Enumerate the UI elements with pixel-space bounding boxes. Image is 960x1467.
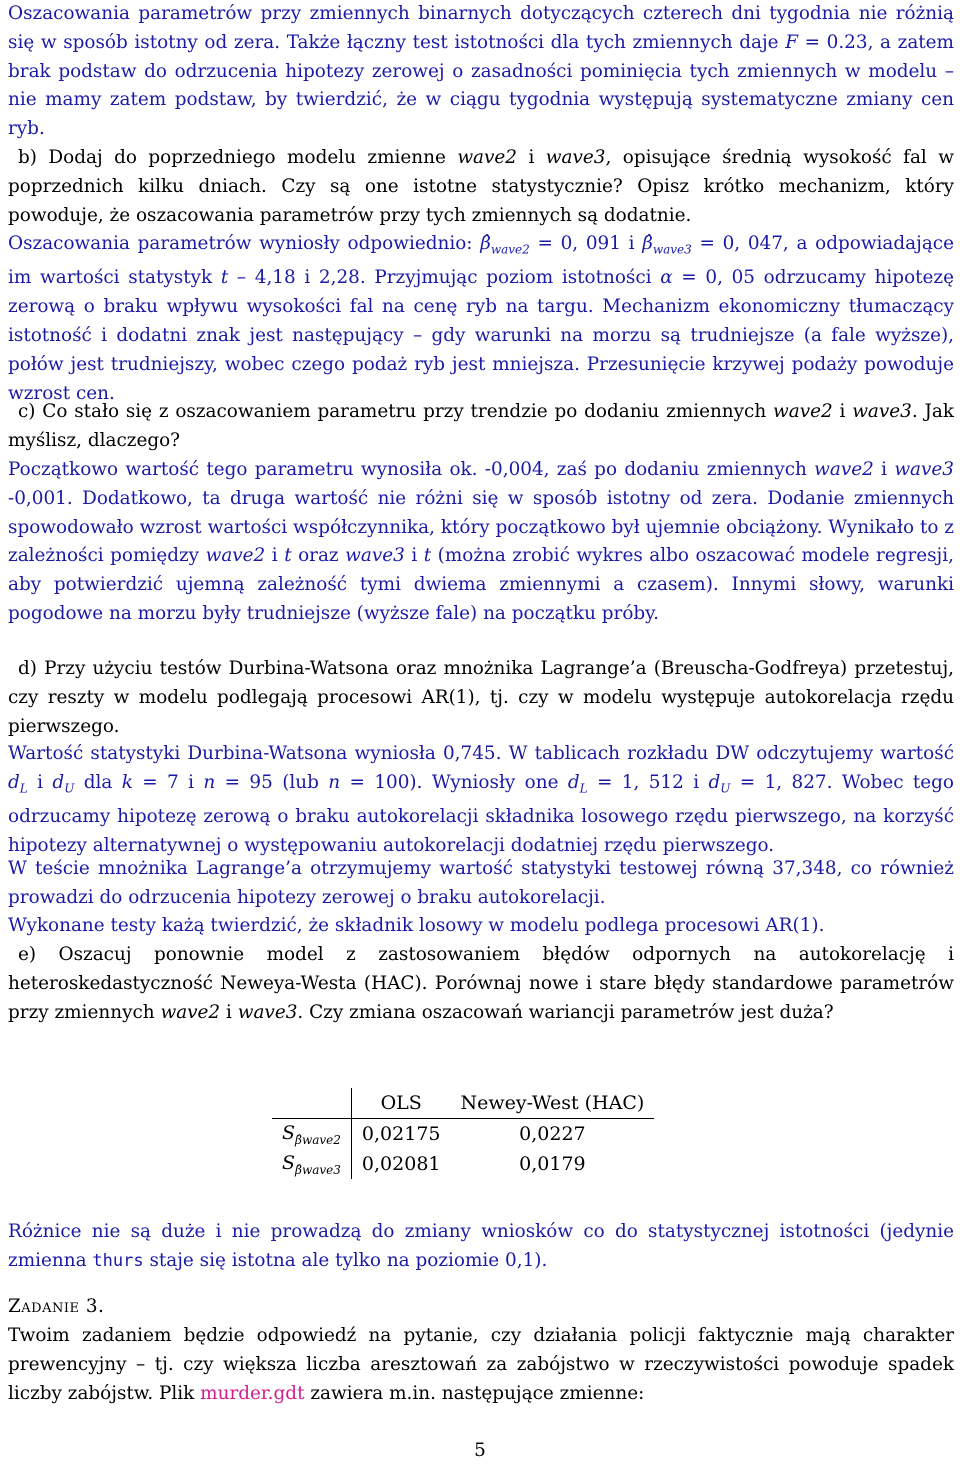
answer-e-paragraph: Różnice nie są duże i nie prowadzą do zmiany wniosków co do statystycznej istotności (jedynie zmienna thurs staje się istotna ale tylko na poziomie 0,1). bbox=[8, 1221, 954, 1271]
page-number: 5 bbox=[474, 1440, 486, 1461]
question-d: d) Przy użyciu testów Durbina-Watsona oraz mnożnika Lagrange’a (Breuscha-Godfreya) przetestuj, czy reszty w modelu podlegają procesowi AR(1), tj. czy w modelu występuje autokorelacja rzędu pierwszego. bbox=[8, 658, 954, 737]
cell-hac-wave2: 0,0227 bbox=[519, 1123, 586, 1145]
row-label-wave3: $S_{\betâwave3}$ bbox=[272, 1149, 351, 1179]
file-link-murder[interactable]: murder.gdt bbox=[200, 1382, 305, 1404]
column-header-ols: OLS bbox=[351, 1088, 450, 1119]
standard-errors-table bbox=[272, 1088, 654, 1179]
answer-d-paragraph-2: W teście mnożnika Lagrange’a otrzymujemy wartość statystyki testowej równą 37,348, co również prowadzi do odrzucenia hipotezy zerowej o braku autokorelacji. bbox=[8, 858, 954, 908]
cell-ols-wave2: 0,02175 bbox=[361, 1123, 441, 1145]
question-e: e) Oszacuj ponownie model z zastosowaniem błędów odpornych na autokorelację i heteroskedastyczność Neweya-Westa (HAC). Porównaj nowe i stare błędy standardowe parametrów przy zmiennych wave2 i wave3. Czy zmiana oszacowań wariancji parametrów jest duża? bbox=[8, 944, 954, 1023]
table-header-row bbox=[272, 1088, 654, 1119]
answer-d-paragraph-1: Wartość statystyki Durbina-Watsona wyniosła 0,745. W tablicach rozkładu DW odczytujemy wartość $d_L$ i $d_U$ dla k = 7 i n = 95 (lub n = 100). Wyniosły one $d_L = 1$, 512 i $d_U = 1$, 827. Wobec tego odrzucamy hipotezę zerową o braku autokorelacji składnika losowego rzędu pierwszego, na korzyść hipotezy alternatywnej o występowaniu autokorelacji dodatniej rzędu pierwszego. bbox=[8, 743, 955, 857]
answer-c-paragraph: Początkowo wartość tego parametru wynosiła ok. -0,004, zaś po dodaniu zmiennych wave2 i wave3 -0,001. Dodatkowo, ta druga wartość nie różni się w sposób istotny od zera. Dodanie zmiennych spowodowało wzrost wartości współczynnika, który początkowo był ujemnie obciążony. Wynikało to z zależności pomiędzy wave2 i t oraz wave3 i t (można zrobić wykres albo oszacować modele regresji, aby potwierdzić ujemną zależność tymi dwiema zmiennymi a czasem). Innymi słowy, warunki pogodowe na morzu były trudniejsze (wyższe fale) na początku próby. bbox=[8, 459, 954, 624]
question-b: b) Dodaj do poprzedniego modelu zmienne wave2 i wave3, opisujące średnią wysokość fal w poprzednich kilku dniach. Czy są one istotne statystycznie? Opisz krótko mechanizm, który powoduje, że oszacowania parametrów przy tych zmiennych są dodatnie. bbox=[8, 147, 954, 226]
exercise-3-text: Twoim zadaniem będzie odpowiedź na pytanie, czy działania policji faktycznie mają charakter prewencyjny – tj. czy większa liczba aresztowań za zabójstwo w rzeczywistości powoduje spadek liczby zabójstw. Plik murder.gdt zawiera m.in. następujące zmienne: bbox=[8, 1325, 954, 1404]
table-row bbox=[272, 1119, 654, 1150]
answer-a-paragraph: Oszacowania parametrów przy zmiennych binarnych dotyczących czterech dni tygodnia nie różnią się w sposób istotny od zera. Także łączny test istotności dla tych zmiennych daje F = 0.23, a zatem brak podstaw do odrzucenia hipotezy zerowej o zasadności pominięcia tych zmiennych w modelu – nie mamy zatem podstaw, by twierdzić, że w ciągu tygodnia występują systematyczne zmiany cen ryb. bbox=[8, 3, 954, 140]
row-label-wave2: $S_{\betâwave2}$ bbox=[272, 1119, 351, 1150]
answer-b-paragraph: Oszacowania parametrów wyniosły odpowiednio: $\betâ_{wave2} = 0$, 091 i $\betâ_{wave3} = 0$, 047, a odpowiadające im wartości statystyk t – 4,18 i 2,28. Przyjmując poziom istotności α = 0, 05 odrzucamy hipotezę zerową o braku wpływu wysokości fal na cenę ryb na targu. Mechanizm ekonomiczny tłumaczący istotność i dodatni znak jest następujący – gdy warunki na morzu są trudniejsze (a fale wyższe), połów jest trudniejszy, wobec czego podaż ryb jest mniejsza. Przesunięcie krzywej podaży powoduje wzrost cen. bbox=[8, 233, 955, 404]
exercise-heading: Zadanie 3. bbox=[8, 1296, 105, 1317]
table-row bbox=[272, 1149, 654, 1179]
column-header-hac: Newey-West (HAC) bbox=[451, 1088, 655, 1119]
table-corner-cell bbox=[272, 1088, 351, 1119]
cell-ols-wave3: 0,02081 bbox=[361, 1153, 441, 1175]
question-c: c) Co stało się z oszacowaniem parametru przy trendzie po dodaniu zmiennych wave2 i wave3. Jak myślisz, dlaczego? bbox=[8, 401, 955, 451]
cell-hac-wave3: 0,0179 bbox=[519, 1153, 586, 1175]
answer-d-paragraph-3: Wykonane testy każą twierdzić, że składnik losowy w modelu podlega procesowi AR(1). bbox=[8, 915, 825, 936]
